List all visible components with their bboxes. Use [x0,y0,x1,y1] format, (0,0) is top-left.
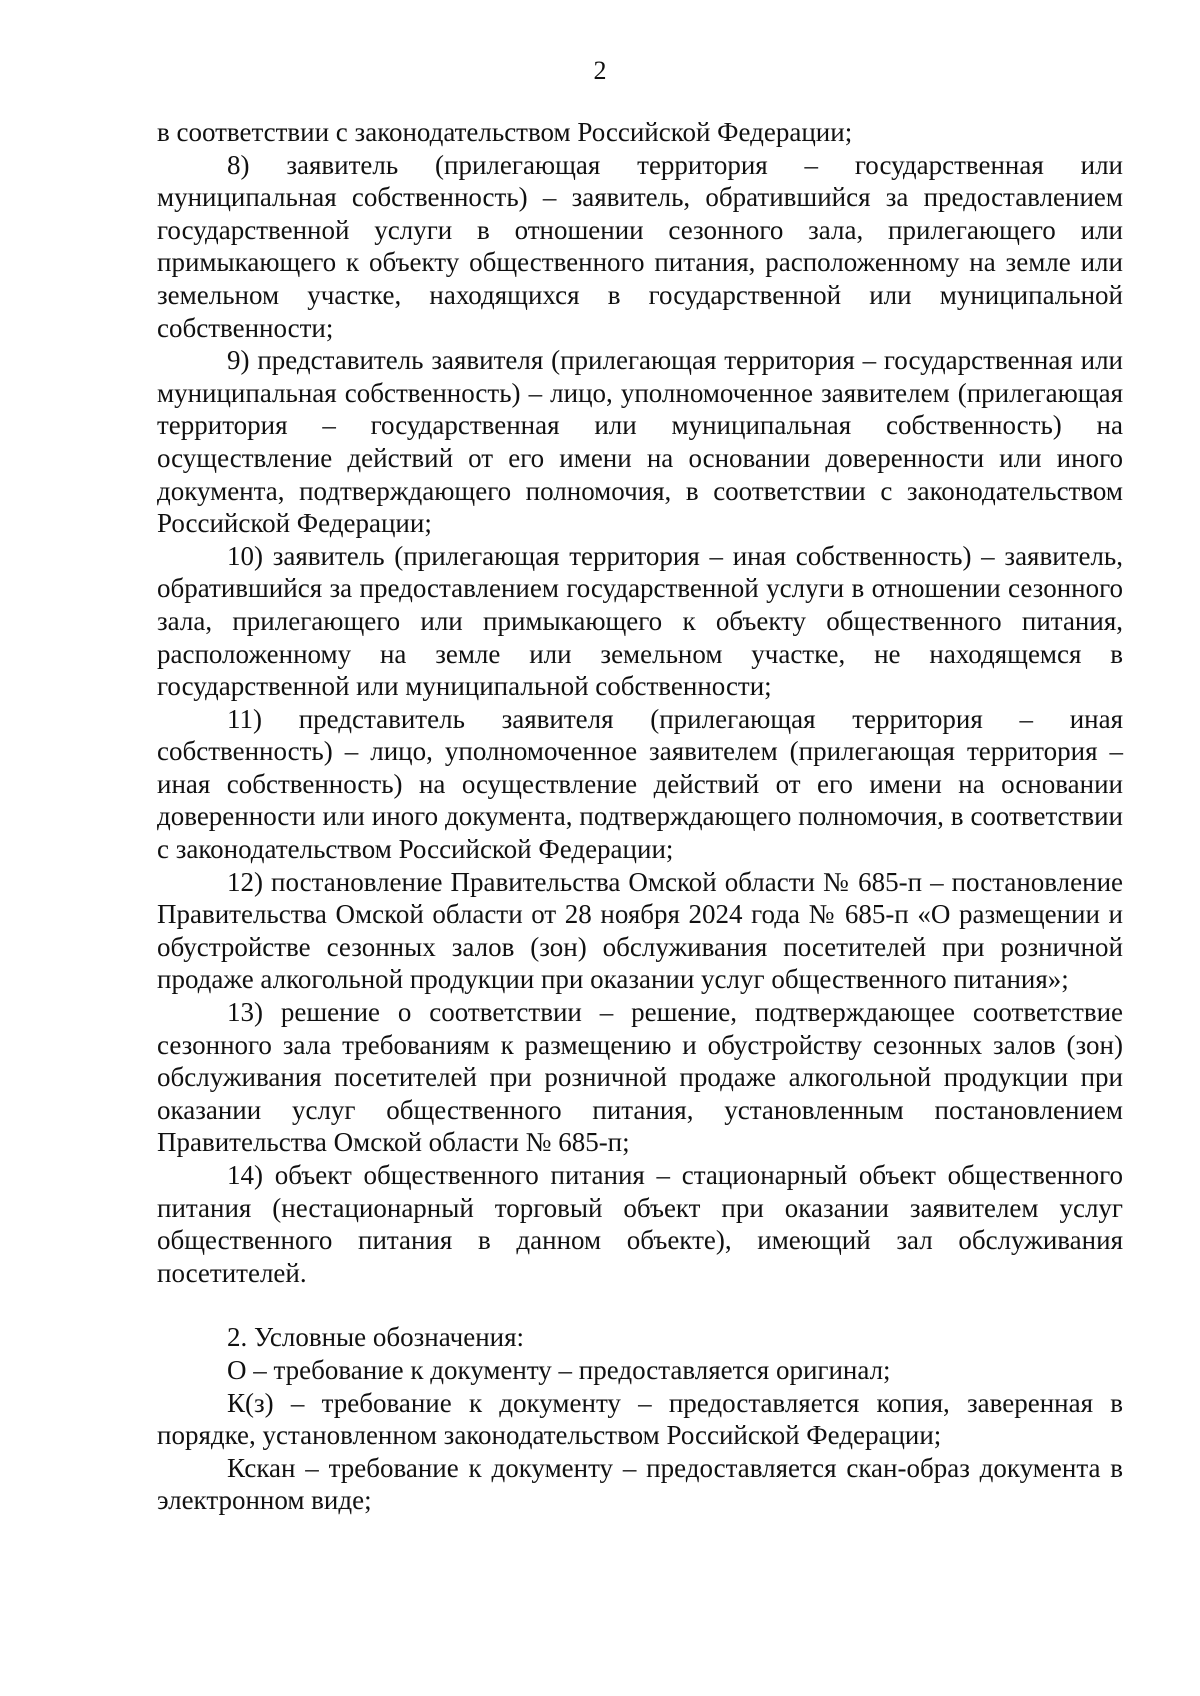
paragraph: 12) постановление Правительства Омской области № 685-п – постановление Правительства Омской области от 28 ноября 2024 года № 685-п «О размещении и обустройстве сезонных залов (зон) обслуживания посетителей при розничной продаже алкогольной продукции при оказании услуг общественного питания»; [157,866,1123,995]
paragraph: 8) заявитель (прилегающая территория – государственная или муниципальная собственность) – заявитель, обратившийся за предоставлением государственной услуги в отношении сезонного зала, прилегающего или примыкающего к объекту общественного питания, расположенному на земле или земельном участке, находящихся в государственной или муниципальной собственности; [157,149,1123,343]
paragraph: 2. Условные обозначения: [227,1322,525,1353]
paragraph: К(з) – требование к документу – предоставляется копия, заверенная в порядке, установленном законодательством Российской Федерации; [157,1387,1123,1451]
paragraph: в соответствии с законодательством Российской Федерации; [157,117,853,147]
paragraph: О – требование к документу – предоставляется оригинал; [227,1354,891,1385]
paragraph: 9) представитель заявителя (прилегающая территория – государственная или муниципальная собственность) – лицо, уполномоченное заявителем (прилегающая территория – государственная или муниципальная собственность) на осуществление действий от его имени на основании доверенности или иного документа, подтверждающего полномочия, в соответствии с законодательством Российской Федерации; [157,345,1123,539]
page-number: 2 [593,56,607,85]
paragraph: 10) заявитель (прилегающая территория – иная собственность) – заявитель, обратившийся за предоставлением государственной услуги в отношении сезонного зала, прилегающего или примыкающего к объекту общественного питания, расположенному на земле или земельном участке, не находящемся в государственной или муниципальной собственности; [157,540,1123,702]
paragraph: 11) представитель заявителя (прилегающая территория – иная собственность) – лицо, уполномоченное заявителем (прилегающая территория – иная собственность) на осуществление действий от его имени на основании доверенности или иного документа, подтверждающего полномочия, в соответствии с законодательством Российской Федерации; [157,703,1123,865]
paragraph: 14) объект общественного питания – стационарный объект общественного питания (нестационарный торговый объект при оказании заявителем услуг общественного питания в данном объекте), имеющий зал обслуживания посетителей. [157,1160,1123,1288]
document-body [157,116,1123,1517]
paragraph: Кскан – требование к документу – предоставляется скан-образ документа в электронном виде; [157,1452,1123,1516]
paragraph: 13) решение о соответствии – решение, подтверждающее соответствие сезонного зала требованиям к размещению и обустройству сезонных залов (зон) обслуживания посетителей при розничной продаже алкогольной продукции при оказании услуг общественного питания, установленным постановлением Правительства Омской области № 685-п; [157,997,1123,1158]
